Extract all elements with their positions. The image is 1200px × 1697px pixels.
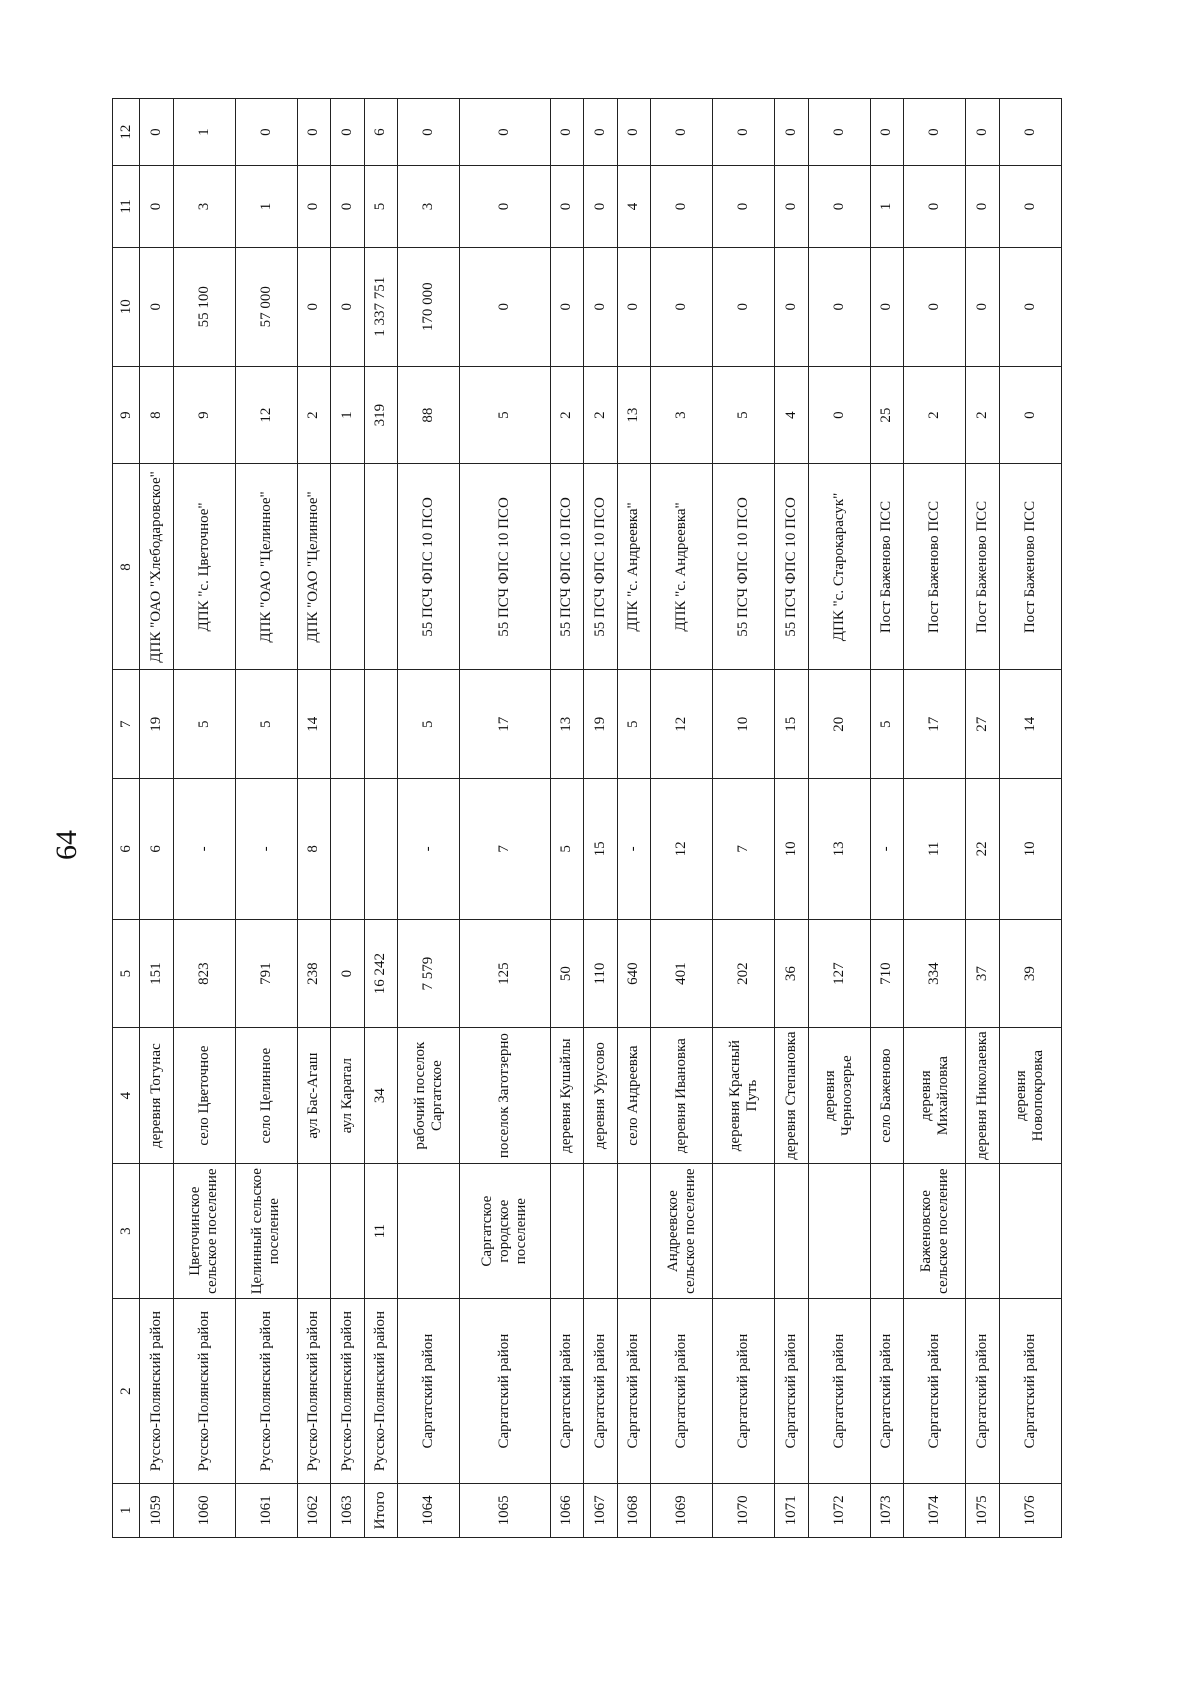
- table-cell-col-1: 1068: [617, 1483, 651, 1537]
- table-cell-col-7: 15: [775, 670, 809, 778]
- table-cell-col-8: ДПК "ОАО "Хлебодаровское": [140, 464, 174, 670]
- table-cell-col-8: Пост Баженово ПСС: [904, 464, 966, 670]
- table-cell-col-11: 0: [297, 166, 331, 247]
- table-cell-col-10: 0: [617, 247, 651, 366]
- table-body: [140, 99, 1062, 1538]
- table-row: [713, 99, 775, 1538]
- table-cell-col-6: 13: [808, 778, 870, 919]
- table-cell-col-3: 11: [364, 1163, 398, 1299]
- table-cell-col-3: [398, 1163, 460, 1299]
- table-cell-col-2: Саргатский район: [584, 1299, 618, 1483]
- table-row: [870, 99, 904, 1538]
- table-cell-col-9: 25: [870, 366, 904, 464]
- table-cell-col-10: 0: [808, 247, 870, 366]
- table-cell-col-10: 0: [584, 247, 618, 366]
- table-cell-col-8: 55 ПСЧ ФПС 10 ПСО: [460, 464, 551, 670]
- table-cell-col-2: Русско-Полянский район: [140, 1299, 174, 1483]
- column-header: 9: [113, 366, 140, 464]
- table-cell-col-10: 0: [460, 247, 551, 366]
- table-cell-col-9: 5: [460, 366, 551, 464]
- table-cell-col-2: Саргатский район: [713, 1299, 775, 1483]
- table-cell-col-8: ДПК "ОАО "Целинное": [235, 464, 297, 670]
- table-row: [364, 99, 398, 1538]
- table-cell-col-3: [999, 1163, 1061, 1299]
- table-cell-col-10: 0: [999, 247, 1061, 366]
- table-cell-col-2: Русско-Полянский район: [364, 1299, 398, 1483]
- table-cell-col-8: Пост Баженово ПСС: [999, 464, 1061, 670]
- table-cell-col-2: Саргатский район: [460, 1299, 551, 1483]
- table-cell-col-2: Русско-Полянский район: [173, 1299, 235, 1483]
- column-header: 12: [113, 99, 140, 166]
- table-cell-col-3: Андреевское сельское поселение: [651, 1163, 713, 1299]
- table-cell-col-12: 0: [713, 99, 775, 166]
- table-cell-col-11: 0: [140, 166, 174, 247]
- table-cell-col-9: 12: [235, 366, 297, 464]
- table-cell-col-7: 5: [870, 670, 904, 778]
- table-cell-col-9: 88: [398, 366, 460, 464]
- table-cell-col-9: 3: [651, 366, 713, 464]
- table-cell-col-7: 19: [140, 670, 174, 778]
- table-cell-col-9: 0: [808, 366, 870, 464]
- table-cell-col-9: 0: [999, 366, 1061, 464]
- table-cell-col-10: 0: [966, 247, 1000, 366]
- table-cell-col-3: Баженовское сельское поселение: [904, 1163, 966, 1299]
- table-row: [775, 99, 809, 1538]
- table-cell-col-7: 19: [584, 670, 618, 778]
- table-cell-col-8: ДПК "с. Андреевка": [651, 464, 713, 670]
- table-row: [173, 99, 235, 1538]
- column-header: 10: [113, 247, 140, 366]
- table-row: [550, 99, 584, 1538]
- table-cell-col-5: 127: [808, 919, 870, 1027]
- table-cell-col-2: Саргатский район: [904, 1299, 966, 1483]
- table-cell-col-5: 151: [140, 919, 174, 1027]
- table-cell-col-2: Русско-Полянский район: [297, 1299, 331, 1483]
- table-cell-col-7: 17: [460, 670, 551, 778]
- table-cell-col-7: 5: [173, 670, 235, 778]
- table-cell-col-4: аул Каратал: [331, 1028, 365, 1164]
- table-cell-col-1: Итого: [364, 1483, 398, 1537]
- table-cell-col-1: 1066: [550, 1483, 584, 1537]
- table-cell-col-11: 0: [651, 166, 713, 247]
- table-cell-col-6: [364, 778, 398, 919]
- column-header: 8: [113, 464, 140, 670]
- table-cell-col-4: деревня Урусово: [584, 1028, 618, 1164]
- table-cell-col-2: Саргатский район: [775, 1299, 809, 1483]
- table-cell-col-10: 0: [775, 247, 809, 366]
- table-cell-col-6: 7: [460, 778, 551, 919]
- table-cell-col-5: 202: [713, 919, 775, 1027]
- table-cell-col-9: 5: [713, 366, 775, 464]
- page-number: 64: [50, 830, 83, 860]
- table-cell-col-12: 6: [364, 99, 398, 166]
- table-cell-col-11: 1: [235, 166, 297, 247]
- table-cell-col-1: 1060: [173, 1483, 235, 1537]
- table-cell-col-6: 22: [966, 778, 1000, 919]
- table-cell-col-5: 640: [617, 919, 651, 1027]
- table-cell-col-8: ДПК "с. Андреевка": [617, 464, 651, 670]
- table-cell-col-11: 0: [713, 166, 775, 247]
- table-cell-col-3: [140, 1163, 174, 1299]
- table-cell-col-11: 0: [808, 166, 870, 247]
- table-cell-col-10: 0: [550, 247, 584, 366]
- table-cell-col-11: 0: [904, 166, 966, 247]
- table-cell-col-1: 1062: [297, 1483, 331, 1537]
- table-cell-col-3: Цветочинское сельское поселение: [173, 1163, 235, 1299]
- table-cell-col-5: 791: [235, 919, 297, 1027]
- table-cell-col-11: 0: [999, 166, 1061, 247]
- table-cell-col-4: село Баженово: [870, 1028, 904, 1164]
- column-header: 6: [113, 778, 140, 919]
- table-row: [235, 99, 297, 1538]
- table-cell-col-10: 0: [870, 247, 904, 366]
- table-row: [584, 99, 618, 1538]
- table-cell-col-2: Саргатский район: [550, 1299, 584, 1483]
- table-cell-col-11: 0: [775, 166, 809, 247]
- table-cell-col-2: Саргатский район: [651, 1299, 713, 1483]
- table-cell-col-10: 0: [713, 247, 775, 366]
- table-cell-col-3: [584, 1163, 618, 1299]
- table-cell-col-5: 125: [460, 919, 551, 1027]
- table-cell-col-3: [808, 1163, 870, 1299]
- table-cell-col-7: 5: [235, 670, 297, 778]
- table-cell-col-10: 0: [140, 247, 174, 366]
- table-cell-col-12: 0: [331, 99, 365, 166]
- table-cell-col-4: село Целинное: [235, 1028, 297, 1164]
- table-cell-col-5: 16 242: [364, 919, 398, 1027]
- table-cell-col-3: [870, 1163, 904, 1299]
- table-cell-col-5: 401: [651, 919, 713, 1027]
- table-cell-col-10: 55 100: [173, 247, 235, 366]
- table-row: [297, 99, 331, 1538]
- table-cell-col-7: [331, 670, 365, 778]
- table-cell-col-4: деревня Новопокровка: [999, 1028, 1061, 1164]
- table-cell-col-2: Саргатский район: [999, 1299, 1061, 1483]
- table-cell-col-8: [364, 464, 398, 670]
- table-cell-col-12: 0: [775, 99, 809, 166]
- table-cell-col-3: [775, 1163, 809, 1299]
- table-cell-col-7: 17: [904, 670, 966, 778]
- table-cell-col-1: 1067: [584, 1483, 618, 1537]
- table-cell-col-5: 823: [173, 919, 235, 1027]
- column-header: 3: [113, 1163, 140, 1299]
- table-cell-col-9: 2: [297, 366, 331, 464]
- table-cell-col-5: 110: [584, 919, 618, 1027]
- table-cell-col-2: Русско-Полянский район: [331, 1299, 365, 1483]
- table-cell-col-5: 7 579: [398, 919, 460, 1027]
- table-cell-col-6: 7: [713, 778, 775, 919]
- table-cell-col-7: 5: [398, 670, 460, 778]
- table-cell-col-12: 0: [140, 99, 174, 166]
- table-cell-col-5: 710: [870, 919, 904, 1027]
- table-cell-col-1: 1074: [904, 1483, 966, 1537]
- table-cell-col-5: 334: [904, 919, 966, 1027]
- table-cell-col-4: деревня Михайловка: [904, 1028, 966, 1164]
- table-cell-col-1: 1064: [398, 1483, 460, 1537]
- table-cell-col-3: Целинный сельское поселение: [235, 1163, 297, 1299]
- table-cell-col-11: 0: [584, 166, 618, 247]
- table-cell-col-12: 0: [460, 99, 551, 166]
- column-header: 7: [113, 670, 140, 778]
- table-cell-col-11: 5: [364, 166, 398, 247]
- table-cell-col-6: 5: [550, 778, 584, 919]
- table-cell-col-11: 3: [398, 166, 460, 247]
- table-row: [460, 99, 551, 1538]
- table-cell-col-3: [550, 1163, 584, 1299]
- table-cell-col-1: 1072: [808, 1483, 870, 1537]
- table-cell-col-5: 37: [966, 919, 1000, 1027]
- column-header: 11: [113, 166, 140, 247]
- table-row: [140, 99, 174, 1538]
- table-cell-col-3: Саргатское городское поселение: [460, 1163, 551, 1299]
- table-cell-col-12: 0: [584, 99, 618, 166]
- table-cell-col-1: 1073: [870, 1483, 904, 1537]
- table-cell-col-12: 0: [808, 99, 870, 166]
- table-row: [617, 99, 651, 1538]
- table-cell-col-12: 0: [550, 99, 584, 166]
- table-cell-col-6: 12: [651, 778, 713, 919]
- table-cell-col-9: 8: [140, 366, 174, 464]
- table-cell-col-8: 55 ПСЧ ФПС 10 ПСО: [550, 464, 584, 670]
- table-cell-col-3: [617, 1163, 651, 1299]
- table-cell-col-11: 0: [331, 166, 365, 247]
- table-cell-col-6: 10: [999, 778, 1061, 919]
- table-cell-col-7: 20: [808, 670, 870, 778]
- table-cell-col-10: 57 000: [235, 247, 297, 366]
- column-header: 2: [113, 1299, 140, 1483]
- table-row: [398, 99, 460, 1538]
- table-cell-col-8: 55 ПСЧ ФПС 10 ПСО: [398, 464, 460, 670]
- table-cell-col-4: деревня Николаевка: [966, 1028, 1000, 1164]
- table-cell-col-1: 1061: [235, 1483, 297, 1537]
- table-cell-col-12: 0: [235, 99, 297, 166]
- table-row: [999, 99, 1061, 1538]
- table-cell-col-8: 55 ПСЧ ФПС 10 ПСО: [584, 464, 618, 670]
- table-cell-col-3: [713, 1163, 775, 1299]
- table-cell-col-10: 0: [904, 247, 966, 366]
- table-cell-col-4: аул Бас-Агаш: [297, 1028, 331, 1164]
- table-cell-col-9: 2: [550, 366, 584, 464]
- column-header: 5: [113, 919, 140, 1027]
- table-cell-col-9: 1: [331, 366, 365, 464]
- table-cell-col-1: 1075: [966, 1483, 1000, 1537]
- table-cell-col-2: Русско-Полянский район: [235, 1299, 297, 1483]
- table-cell-col-1: 1070: [713, 1483, 775, 1537]
- table-cell-col-2: Саргатский район: [870, 1299, 904, 1483]
- table-cell-col-11: 3: [173, 166, 235, 247]
- table-cell-col-7: 14: [297, 670, 331, 778]
- table-cell-col-2: Саргатский район: [966, 1299, 1000, 1483]
- table-cell-col-6: [331, 778, 365, 919]
- table-cell-col-8: ДПК "с. Старокарасук": [808, 464, 870, 670]
- table-cell-col-1: 1071: [775, 1483, 809, 1537]
- table-cell-col-9: 13: [617, 366, 651, 464]
- table-cell-col-6: 6: [140, 778, 174, 919]
- table-cell-col-4: село Андреевка: [617, 1028, 651, 1164]
- table-cell-col-11: 0: [550, 166, 584, 247]
- table-cell-col-1: 1076: [999, 1483, 1061, 1537]
- table-cell-col-6: 11: [904, 778, 966, 919]
- table-cell-col-8: ДПК "с. Цветочное": [173, 464, 235, 670]
- table-cell-col-9: 4: [775, 366, 809, 464]
- table-cell-col-6: 15: [584, 778, 618, 919]
- table-cell-col-4: деревня Красный Путь: [713, 1028, 775, 1164]
- table-cell-col-10: 0: [651, 247, 713, 366]
- table-row: [808, 99, 870, 1538]
- table-cell-col-7: 12: [651, 670, 713, 778]
- table-cell-col-2: Саргатский район: [398, 1299, 460, 1483]
- table-cell-col-1: 1063: [331, 1483, 365, 1537]
- column-header: 1: [113, 1483, 140, 1537]
- table-row: [651, 99, 713, 1538]
- table-cell-col-7: [364, 670, 398, 778]
- table-cell-col-9: 9: [173, 366, 235, 464]
- table-cell-col-2: Саргатский район: [617, 1299, 651, 1483]
- table-cell-col-4: село Цветочное: [173, 1028, 235, 1164]
- table-cell-col-12: 0: [966, 99, 1000, 166]
- table-cell-col-11: 1: [870, 166, 904, 247]
- data-table: [112, 98, 1062, 1538]
- table-cell-col-4: поселок Заготзерно: [460, 1028, 551, 1164]
- table-cell-col-8: 55 ПСЧ ФПС 10 ПСО: [775, 464, 809, 670]
- table-cell-col-4: 34: [364, 1028, 398, 1164]
- table-cell-col-9: 319: [364, 366, 398, 464]
- table-cell-col-12: 0: [870, 99, 904, 166]
- table-cell-col-7: 27: [966, 670, 1000, 778]
- table-cell-col-12: 0: [398, 99, 460, 166]
- table-cell-col-8: ДПК "ОАО "Целинное": [297, 464, 331, 670]
- table-cell-col-7: 13: [550, 670, 584, 778]
- table-cell-col-11: 0: [460, 166, 551, 247]
- table-cell-col-8: Пост Баженово ПСС: [870, 464, 904, 670]
- table-cell-col-4: деревня Степановка: [775, 1028, 809, 1164]
- table-cell-col-5: 39: [999, 919, 1061, 1027]
- table-cell-col-5: 0: [331, 919, 365, 1027]
- table-cell-col-7: 10: [713, 670, 775, 778]
- table-cell-col-11: 4: [617, 166, 651, 247]
- table-cell-col-1: 1065: [460, 1483, 551, 1537]
- table-cell-col-12: 0: [297, 99, 331, 166]
- table-cell-col-12: 0: [999, 99, 1061, 166]
- table-cell-col-6: -: [398, 778, 460, 919]
- table-cell-col-4: деревня Тогунас: [140, 1028, 174, 1164]
- table-cell-col-9: 2: [904, 366, 966, 464]
- table-row: [966, 99, 1000, 1538]
- table-cell-col-6: -: [235, 778, 297, 919]
- table-cell-col-6: 8: [297, 778, 331, 919]
- table-cell-col-6: -: [173, 778, 235, 919]
- table-cell-col-3: [297, 1163, 331, 1299]
- table-cell-col-4: деревня Кушайлы: [550, 1028, 584, 1164]
- table-cell-col-5: 36: [775, 919, 809, 1027]
- table-cell-col-12: 0: [904, 99, 966, 166]
- header-row: [113, 99, 140, 1538]
- table-cell-col-8: 55 ПСЧ ФПС 10 ПСО: [713, 464, 775, 670]
- table-cell-col-2: Саргатский район: [808, 1299, 870, 1483]
- table-cell-col-12: 0: [617, 99, 651, 166]
- table-cell-col-6: -: [617, 778, 651, 919]
- table-cell-col-6: -: [870, 778, 904, 919]
- table-cell-col-9: 2: [966, 366, 1000, 464]
- table-cell-col-10: 1 337 751: [364, 247, 398, 366]
- table-cell-col-10: 0: [331, 247, 365, 366]
- document-table-container: [112, 98, 1062, 1538]
- table-row: [904, 99, 966, 1538]
- table-cell-col-4: рабочий поселок Саргатское: [398, 1028, 460, 1164]
- table-cell-col-4: деревня Ивановка: [651, 1028, 713, 1164]
- table-cell-col-10: 0: [297, 247, 331, 366]
- table-cell-col-10: 170 000: [398, 247, 460, 366]
- table-row: [331, 99, 365, 1538]
- table-cell-col-12: 1: [173, 99, 235, 166]
- table-cell-col-5: 238: [297, 919, 331, 1027]
- table-cell-col-5: 50: [550, 919, 584, 1027]
- table-cell-col-3: [331, 1163, 365, 1299]
- column-header: 4: [113, 1028, 140, 1164]
- table-cell-col-7: 14: [999, 670, 1061, 778]
- table-cell-col-3: [966, 1163, 1000, 1299]
- table-cell-col-8: [331, 464, 365, 670]
- table-cell-col-1: 1059: [140, 1483, 174, 1537]
- table-cell-col-12: 0: [651, 99, 713, 166]
- table-cell-col-7: 5: [617, 670, 651, 778]
- table-cell-col-1: 1069: [651, 1483, 713, 1537]
- table-cell-col-9: 2: [584, 366, 618, 464]
- table-cell-col-6: 10: [775, 778, 809, 919]
- table-cell-col-11: 0: [966, 166, 1000, 247]
- table-cell-col-8: Пост Баженово ПСС: [966, 464, 1000, 670]
- table-cell-col-4: деревня Черноозерье: [808, 1028, 870, 1164]
